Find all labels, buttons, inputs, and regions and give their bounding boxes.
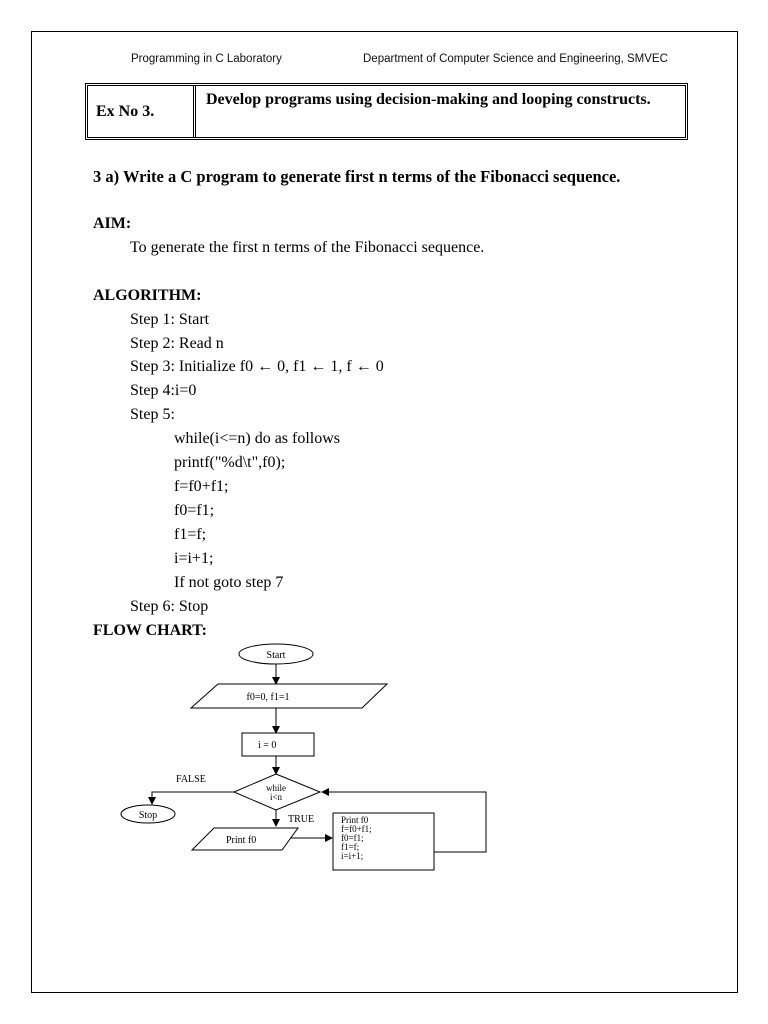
algorithm-step: Step 1: Start [130, 311, 210, 328]
init-label: f0=0, f1=1 [246, 692, 290, 703]
algorithm-step: Step 3: Initialize f0 ← 0, f1 ← 1, f ← 0 [130, 358, 384, 375]
exercise-box [85, 83, 688, 140]
flowchart [110, 640, 500, 880]
header-department: Department of Computer Science and Engineering, SMVEC [363, 53, 668, 65]
process-line: f0=f1; [341, 833, 364, 843]
algorithm-step: Step 5: [130, 406, 175, 423]
start-label: Start [266, 650, 286, 661]
loop-line: f=f0+f1; [174, 478, 229, 495]
question-title: 3 a) Write a C program to generate first n terms of the Fibonacci sequence. [93, 167, 621, 186]
stop-label: Stop [138, 810, 158, 821]
header-course: Programming in C Laboratory [131, 53, 282, 65]
aim-heading: AIM: [93, 215, 132, 232]
algorithm-step: Step 4:i=0 [130, 382, 197, 399]
print-label: Print f0 [226, 835, 257, 846]
algorithm-step: Step 2: Read n [130, 335, 224, 352]
loop-line: printf("%d\t",f0); [174, 454, 286, 471]
process-line: Print f0 [341, 815, 369, 825]
loop-line: If not goto step 7 [174, 574, 284, 591]
loop-line: f0=f1; [174, 502, 215, 519]
counter-init [242, 733, 314, 756]
decision-line2: i<n [269, 792, 283, 802]
decision-line1: while [266, 783, 286, 793]
counter-label: i = 0 [258, 740, 277, 751]
aim-text: To generate the first n terms of the Fibonacci sequence. [130, 239, 485, 256]
process-line: i=i+1; [341, 851, 364, 861]
process-line: f=f0+f1; [341, 824, 372, 834]
loop-line: while(i<=n) do as follows [174, 430, 341, 447]
algorithm-step-stop: Step 6: Stop [130, 598, 209, 615]
true-label: TRUE [288, 814, 315, 825]
loop-line: i=i+1; [174, 550, 214, 567]
exercise-number: Ex No 3. [88, 86, 196, 137]
process-line: f1=f; [341, 842, 360, 852]
flowchart-heading: FLOW CHART: [93, 622, 207, 639]
loop-line: f1=f; [174, 526, 207, 543]
false-label: FALSE [176, 774, 206, 785]
exercise-title: Develop programs using decision-making and looping constructs. [206, 91, 651, 108]
algorithm-heading: ALGORITHM: [93, 287, 202, 304]
